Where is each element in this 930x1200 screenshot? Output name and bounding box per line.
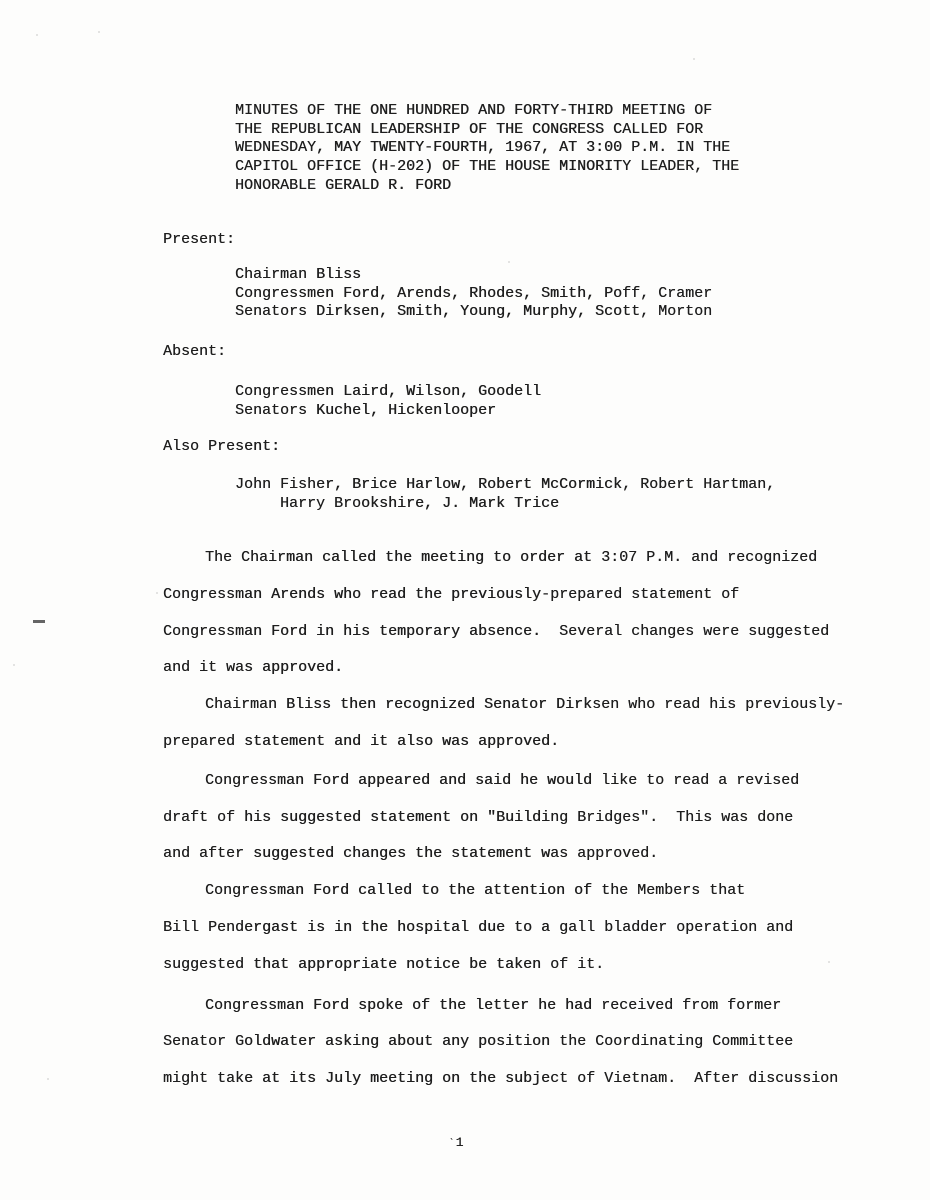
body-line: and it was approved. — [163, 659, 344, 677]
scan-stray-mark: ‵ — [448, 1138, 455, 1150]
scan-speckle — [508, 261, 510, 263]
also-present-section-label — [163, 437, 280, 456]
attendee-line: Congressmen Laird, Wilson, Goodell — [235, 383, 542, 400]
absent-section-label — [163, 342, 226, 361]
section-label-text: Present: — [163, 231, 236, 248]
body-line: Congressman Ford spoke of the letter he had received from former — [205, 996, 782, 1014]
scan-speckle — [13, 664, 15, 666]
paragraph — [163, 763, 893, 873]
body-line: Bill Pendergast is in the hospital due to a gall bladder operation and — [163, 918, 794, 936]
section-label-text: Also Present: — [163, 438, 281, 455]
paragraph — [163, 988, 893, 1098]
scan-speckle — [36, 34, 38, 36]
title-line: MINUTES OF THE ONE HUNDRED AND FORTY-THIRD MEETING OF — [235, 102, 713, 119]
body-line: draft of his suggested statement on "Building Bridges". This was done — [163, 808, 794, 826]
present-attendee-list — [235, 266, 712, 322]
absent-attendee-list — [235, 383, 541, 420]
margin-pencil-dash — [33, 620, 45, 623]
attendee-line: Senators Kuchel, Hickenlooper — [235, 401, 497, 419]
scan-speckle — [156, 592, 158, 594]
attendee-line: Senators Dirksen, Smith, Young, Murphy, Scott, Morton — [235, 303, 713, 321]
scan-speckle — [693, 58, 695, 60]
paragraph — [163, 873, 893, 983]
title-line: WEDNESDAY, MAY TWENTY-FOURTH, 1967, AT 3:00 P.M. IN THE — [235, 139, 731, 157]
body-line: Congressman Ford called to the attention of the Members that — [205, 882, 746, 900]
attendee-line: John Fisher, Brice Harlow, Robert McCormick, Robert Hartman, — [235, 476, 776, 493]
body-line: might take at its July meeting on the subject of Vietnam. After discussion — [163, 1070, 839, 1088]
attendee-line: Chairman Bliss — [235, 266, 362, 283]
attendee-line: Harry Brookshire, J. Mark Trice — [280, 494, 560, 512]
title-line: CAPITOL OFFICE (H-202) OF THE HOUSE MINORITY LEADER, THE — [235, 158, 740, 176]
scan-speckle — [98, 31, 100, 33]
body-line: Senator Goldwater asking about any position the Coordinating Committee — [163, 1033, 794, 1051]
section-label-text: Absent: — [163, 343, 227, 360]
title-line: HONORABLE GERALD R. FORD — [235, 176, 452, 194]
paragraph — [163, 540, 893, 687]
page-number — [448, 1133, 463, 1154]
body-line: and after suggested changes the statement was approved. — [163, 845, 659, 863]
body-line: Congressman Ford in his temporary absence. Several changes were suggested — [163, 622, 830, 640]
title-line: THE REPUBLICAN LEADERSHIP OF THE CONGRESS CALLED FOR — [235, 120, 704, 138]
also-present-attendee-list — [235, 476, 775, 513]
body-line: The Chairman called the meeting to order at 3:07 P.M. and recognized — [205, 549, 818, 566]
body-line: prepared statement and it also was approved. — [163, 732, 560, 750]
scan-speckle — [47, 1078, 49, 1080]
body-line: suggested that appropriate notice be taken of it. — [163, 955, 605, 973]
body-line: Congressman Arends who read the previously-prepared statement of — [163, 585, 740, 603]
paragraph — [163, 687, 893, 761]
present-section-label — [163, 230, 235, 249]
page-number-text: 1 — [455, 1135, 464, 1150]
minutes-body — [163, 540, 893, 1098]
body-line: Chairman Bliss then recognized Senator Dirksen who read his previously- — [205, 696, 845, 714]
attendee-line: Congressmen Ford, Arends, Rhodes, Smith, Poff, Cramer — [235, 284, 713, 302]
document-title-block — [235, 102, 739, 196]
scan-speckle — [828, 961, 830, 963]
body-line: Congressman Ford appeared and said he would like to read a revised — [205, 771, 800, 789]
